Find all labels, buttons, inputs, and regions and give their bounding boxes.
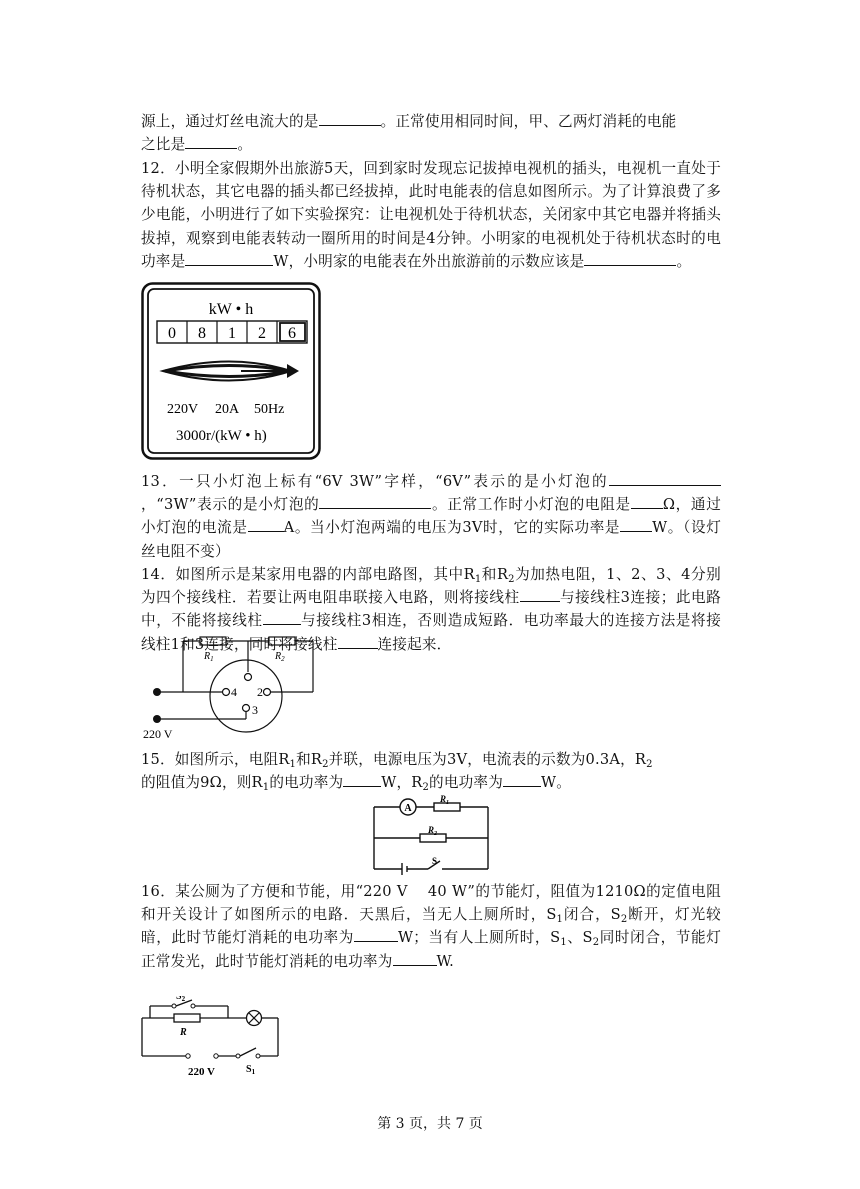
answer-blank[interactable]	[584, 251, 676, 266]
meter-digit: 6	[288, 325, 296, 342]
answer-blank[interactable]	[609, 471, 721, 486]
rotating-disc-arrow-icon	[163, 362, 299, 381]
meter-unit: kW • h	[208, 301, 254, 318]
meter-constant: 3000r/(kW • h)	[176, 428, 267, 444]
answer-blank[interactable]	[393, 951, 437, 966]
voltage-label: 220 V	[188, 1066, 215, 1078]
answer-blank[interactable]	[520, 587, 560, 602]
meter-digit: 0	[168, 325, 176, 342]
answer-blank[interactable]	[263, 610, 301, 625]
terminal-3-label: 3	[252, 703, 258, 717]
q13-text: 13．一只小灯泡上标有“6V 3W”字样，“6V”表示的是小灯泡的，“3W”表示的是小灯泡的 。正常工作时小灯泡的电阻是 Ω，通过小灯泡的电流是 A。当小灯泡两端的电压为3V时，它的实际功率是 W。（设灯丝电阻不变）	[141, 473, 722, 560]
answer-blank[interactable]	[503, 772, 541, 787]
s1-label: $S_1$	[246, 1064, 256, 1076]
meter-digit: 1	[228, 325, 236, 342]
q11-text: 源上，通过灯丝电流大的是 。正常使用相同时间，甲、乙两灯消耗的电能 之比是 。	[141, 113, 677, 154]
q15-circuit-figure	[370, 795, 492, 875]
meter-current: 20A	[215, 402, 240, 417]
s2-label: $S_2$	[176, 996, 186, 1003]
q16-circuit-svg	[136, 996, 282, 1078]
meter-digit: 8	[198, 325, 206, 342]
terminal-4-label: 4	[231, 685, 237, 699]
q14-circuit-svg	[141, 634, 321, 742]
page-footer: 第 3 页，共 7 页	[377, 1116, 483, 1132]
answer-blank[interactable]	[620, 517, 652, 532]
switch-label: S	[432, 856, 438, 866]
r1-label: $R_1$	[440, 795, 450, 806]
meter-frequency: 50Hz	[254, 402, 285, 417]
answer-blank[interactable]	[631, 494, 663, 509]
q14-text: 14．如图所示是某家用电器的内部电路图，其中$R_1$和$R_2$为加热电阻，1、2、3、4分别为四个接线柱．若要让两电阻串联接入电路，则将接线柱 与接线柱3连接；此电路中，不能将接线柱 与接线柱3相连，否则造成短路．电功率最大的连接方法是将接线柱1和3连接，同时将接线柱 连接起来．	[141, 566, 721, 653]
electric-meter-figure	[141, 282, 321, 460]
answer-blank[interactable]	[248, 517, 284, 532]
answer-blank[interactable]	[185, 251, 273, 266]
lamp-icon	[247, 1011, 262, 1026]
answer-blank[interactable]	[185, 134, 237, 149]
answer-blank[interactable]	[338, 634, 378, 649]
answer-blank[interactable]	[343, 772, 381, 787]
q16-circuit-figure	[136, 996, 282, 1078]
r1-label: $R_1$	[204, 651, 214, 663]
q12-text: 12．小明全家假期外出旅游5天，回到家时发现忘记拔掉电视机的插头，电视机一直处于待机状态，其它电器的插头都已经拔掉，此时电能表的信息如图所示。为了计算浪费了多少电能，小明进行了如下实验探究：让电视机处于待机状态，关闭家中其它电器并将插头拔掉，观察到电能表转动一圈所用的时间是4分钟。小明家的电视机处于待机状态时的电功率是 W，小明家的电能表在外出旅游前的示数应该是 。	[141, 160, 721, 270]
q15-text: 15．如图所示，电阻$R_1$和$R_2$并联，电源电压为3V，电流表的示数为0.3A，$R_2$ 的阻值为9Ω，则$R_1$的电功率为 W，$R_2$的电功率为 W。	[141, 751, 653, 794]
q14-circuit-figure	[141, 634, 321, 742]
answer-blank[interactable]	[354, 927, 398, 942]
r-label: R	[180, 1027, 187, 1038]
meter-voltage: 220V	[167, 402, 199, 417]
r2-label: $R_2$	[428, 825, 438, 837]
terminal-2-label: 2	[257, 685, 263, 699]
voltage-label: 220 V	[143, 727, 173, 741]
electric-meter-svg	[141, 282, 321, 460]
answer-blank[interactable]	[319, 111, 381, 126]
answer-blank[interactable]	[319, 494, 431, 509]
q15-circuit-svg	[370, 795, 492, 875]
ammeter-label: A	[404, 803, 412, 814]
meter-digit: 2	[258, 325, 266, 342]
q16-text: 16．某公厕为了方便和节能，用“220 V 40 W”的节能灯，阻值为1210Ω的定值电阻和开关设计了如图所示的电路．天黑后，当无人上厕所时，$S_1$闭合，$S_2$断开，灯光较暗，此时节能灯消耗的电功率为 W；当有人上厕所时，$S_1$、$S_2$同时闭合，节能灯正常发光，此时节能灯消耗的电功率为 W.	[141, 883, 722, 970]
r2-label: $R_2$	[275, 651, 285, 663]
